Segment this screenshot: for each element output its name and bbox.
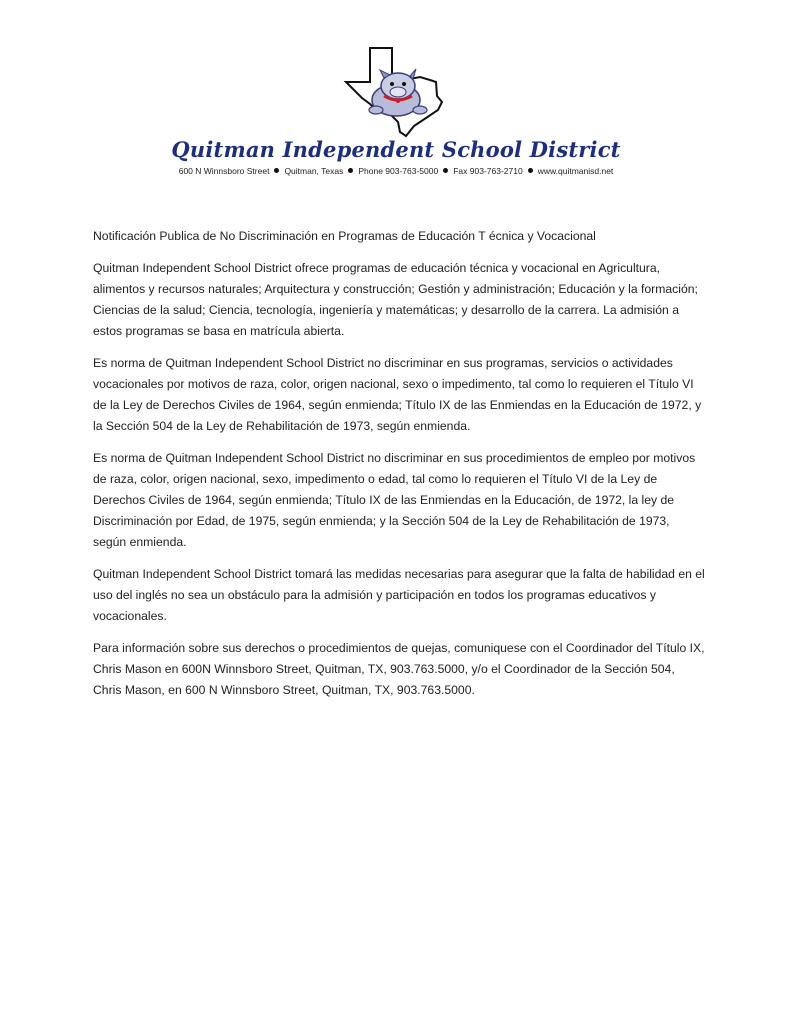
contact-fax: Fax 903-763-2710: [453, 166, 523, 176]
contact-website[interactable]: www.quitmanisd.net: [537, 166, 614, 176]
contact-city: Quitman, Texas: [284, 166, 344, 176]
bullet-icon: [274, 168, 279, 173]
document-heading: Notificación Publica de No Discriminación en Programas de Educación T écnica y Vocacional: [93, 229, 596, 243]
contact-address: 600 N Winnsboro Street: [178, 166, 270, 176]
contact-phone: Phone 903-763-5000: [358, 166, 439, 176]
contact-line: [0, 166, 792, 176]
texas-bulldog-logo-icon: [340, 44, 450, 140]
district-name: Quitman Independent School District: [171, 137, 621, 162]
paragraph-program-policy: Es norma de Quitman Independent School District no discriminar en sus programas, servicios o actividades vocacionales por motivos de raza, color, origen nacional, sexo o impedimento, tal como lo requieren el Título VI de la Ley de Derechos Civiles de 1964, según enmienda; Título IX de las Enmiendas en la Educación de 1972, y la Sección 504 de la Ley de Rehabilitación de 1973, según enmienda.: [93, 356, 702, 433]
letterhead: [0, 0, 792, 185]
document-body: [93, 226, 705, 712]
bullet-icon: [348, 168, 353, 173]
paragraph-contact-info: Para información sobre sus derechos o procedimientos de quejas, comuniquese con el Coordinador del Título IX, Chris Mason en 600N Winnsboro Street, Quitman, TX, 903.763.5000, y/o el Coordinador de la Sección 504, Chris Mason, en 600 N Winnsboro Street, Quitman, TX, 903.763.5000.: [93, 641, 705, 697]
paragraph-english-ability: Quitman Independent School District tomará las medidas necesarias para asegurar que la falta de habilidad en el uso del inglés no sea un obstáculo para la admisión y participación en todos los programas educativos y vocacionales.: [93, 567, 705, 623]
paragraph-programs: Quitman Independent School District ofrece programas de educación técnica y vocacional en Agricultura, alimentos y recursos naturales; Arquitectura y construcción; Gestión y administración; Educación y la formación; Ciencias de la salud; Ciencia, tecnología, ingeniería y matemáticas; y desarrollo de la carrera. La admisión a estos programas se basa en matrícula abierta.: [93, 261, 698, 338]
paragraph-employment-policy: Es norma de Quitman Independent School District no discriminar en sus procedimientos de empleo por motivos de raza, color, origen nacional, sexo, impedimento o edad, tal como lo requieren el Título VI de la Ley de Derechos Civiles de 1964, según enmienda; Título IX de las Enmiendas en la Educación, de 1972, la ley de Discriminación por Edad, de 1975, según enmienda; y la Sección 504 de la Ley de Rehabilitación de 1973, según enmienda.: [93, 451, 696, 549]
bullet-icon: [443, 168, 448, 173]
bullet-icon: [528, 168, 533, 173]
